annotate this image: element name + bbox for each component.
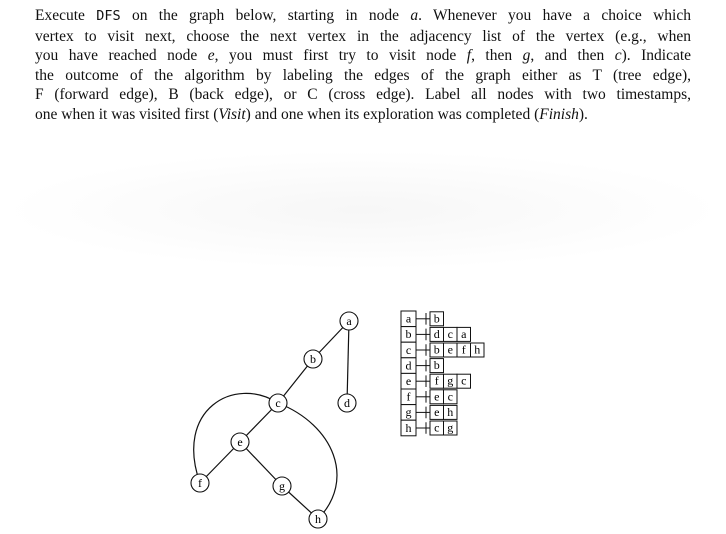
adj-row-a [401,311,444,327]
adj-vertex-label: a [405,311,412,326]
adj-neighbor-label: h [447,404,454,419]
adj-row-g [401,405,457,421]
problem-line: you have reached node e, you must first try to visit node f, then g, and then c). Indicate [35,47,692,64]
edge-c-h [278,403,337,519]
node-label: h [315,512,321,526]
edge-a-d [347,321,349,403]
node-label: f [198,476,202,490]
adj-neighbor-label: g [447,373,454,388]
adj-neighbor-label: b [433,311,440,326]
adj-neighbor-label: b [433,342,440,357]
node-label: d [344,396,350,410]
adj-row-f [401,389,457,405]
adj-vertex-label: e [405,374,412,388]
problem-line: Execute DFS on the graph below, starting in node a. Whenever you have a choice which [35,7,691,24]
graph-edges [194,321,349,519]
adj-row-b [401,327,471,343]
node-label: c [275,396,281,410]
adj-vertex-label: b [405,327,412,342]
adj-vertex-label: c [405,342,412,357]
adj-vertex-label: h [405,420,412,435]
adj-neighbor-label: e [447,342,453,357]
node-e [231,433,249,451]
adj-neighbor-label: f [461,342,466,357]
node-label: g [279,479,285,493]
adj-neighbor-label: c [447,326,453,341]
problem-line: F (forward edge), B (back edge), or C (cross edge). Label all nodes with two timestamps, [35,86,691,103]
adj-row-d [401,358,444,374]
problem-line: the outcome of the algorithm by labeling the edges of the graph either as T (tree edge), [35,66,691,84]
node-h [309,510,327,528]
adj-neighbor-label: e [434,404,440,419]
adj-vertex-label: d [405,358,412,373]
node-b [304,350,322,368]
adj-neighbor-label: c [447,389,453,404]
problem-line: one when it was visited first (Visit) and one when its exploration was completed (Finish). [35,105,588,123]
adj-neighbor-label: f [434,373,439,388]
node-d [338,394,356,412]
adjacency-list [401,311,484,436]
node-f [191,474,209,492]
adj-neighbor-label: c [461,373,467,388]
adj-row-e [401,373,471,389]
adj-neighbor-label: e [434,389,440,404]
adj-neighbor-label: b [433,358,440,373]
node-a [340,312,358,330]
node-c [269,394,287,412]
adj-row-h [401,420,457,436]
node-label: b [310,352,316,366]
adj-neighbor-label: d [433,326,440,341]
adj-vertex-label: g [405,405,412,420]
node-label: a [346,314,352,328]
node-label: e [237,435,243,449]
adj-neighbor-label: a [461,326,467,341]
adj-neighbor-label: g [447,420,454,435]
problem-line: vertex to visit next, choose the next vertex in the adjacency list of the vertex (e.g., when [35,27,691,45]
adj-vertex-label: f [406,389,411,404]
node-g [273,477,291,495]
adj-row-c [401,342,484,358]
adj-neighbor-label: h [474,342,481,357]
adj-neighbor-label: c [434,420,440,435]
